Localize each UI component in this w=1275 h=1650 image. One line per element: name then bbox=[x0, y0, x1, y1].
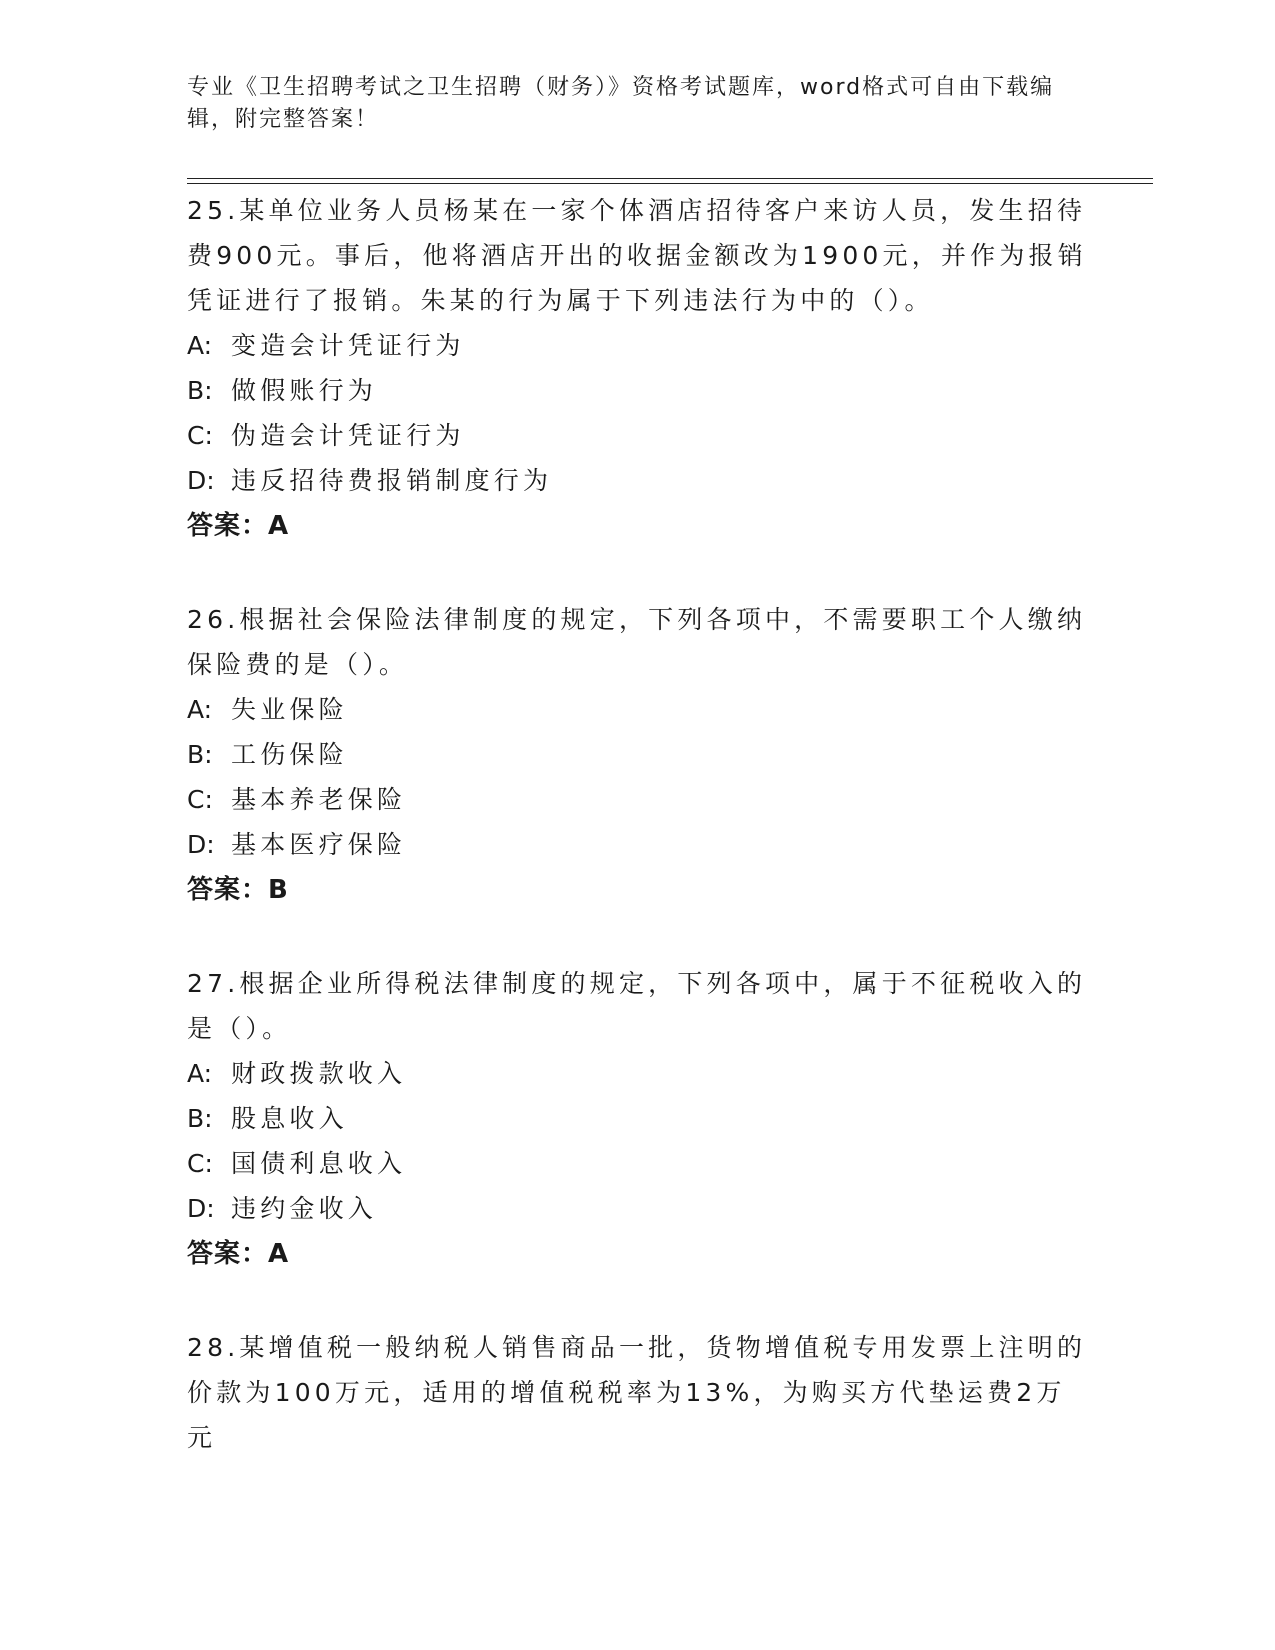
option-letter: D: bbox=[187, 466, 215, 495]
option-letter: D: bbox=[187, 1194, 215, 1223]
option-letter: D: bbox=[187, 830, 215, 859]
header-divider-top bbox=[187, 178, 1153, 179]
option-a bbox=[187, 1051, 1087, 1096]
option-text: 做假账行为 bbox=[231, 376, 378, 405]
option-letter: B: bbox=[187, 1104, 213, 1133]
option-letter: C: bbox=[187, 1149, 213, 1178]
question-list bbox=[187, 188, 1087, 1508]
question-28 bbox=[187, 1325, 1087, 1460]
question-stem: 27.根据企业所得税法律制度的规定，下列各项中，属于不征税收入的是（）。 bbox=[187, 969, 1087, 1043]
answer-line: 答案：B bbox=[187, 875, 289, 905]
option-letter: B: bbox=[187, 740, 213, 769]
option-a bbox=[187, 687, 1087, 732]
option-text: 失业保险 bbox=[231, 695, 348, 724]
option-text: 工伤保险 bbox=[231, 740, 348, 769]
option-text: 财政拨款收入 bbox=[231, 1059, 407, 1088]
option-text: 国债利息收入 bbox=[231, 1149, 407, 1178]
question-stem: 26.根据社会保险法律制度的规定，下列各项中，不需要职工个人缴纳保险费的是（）。 bbox=[187, 605, 1087, 679]
option-b bbox=[187, 732, 1087, 777]
option-c bbox=[187, 413, 1087, 458]
option-letter: C: bbox=[187, 421, 213, 450]
answer-line: 答案：A bbox=[187, 1239, 290, 1269]
option-text: 基本养老保险 bbox=[231, 785, 407, 814]
option-text: 基本医疗保险 bbox=[231, 830, 407, 859]
option-d bbox=[187, 822, 1087, 867]
option-c bbox=[187, 1141, 1087, 1186]
option-text: 伪造会计凭证行为 bbox=[231, 421, 465, 450]
question-stem: 25.某单位业务人员杨某在一家个体酒店招待客户来访人员，发生招待费900元。事后，他将酒店开出的收据金额改为1900元，并作为报销凭证进行了报销。朱某的行为属于下列违法行为中的（）。 bbox=[187, 196, 1087, 315]
option-letter: A: bbox=[187, 1059, 213, 1088]
option-letter: A: bbox=[187, 331, 213, 360]
question-27 bbox=[187, 961, 1087, 1277]
option-d bbox=[187, 1186, 1087, 1231]
option-d bbox=[187, 458, 1087, 503]
option-b bbox=[187, 368, 1087, 413]
option-text: 违反招待费报销制度行为 bbox=[231, 466, 553, 495]
document-header: 专业《卫生招聘考试之卫生招聘（财务）》资格考试题库，word格式可自由下载编辑，附完整答案！ bbox=[187, 75, 1055, 132]
option-text: 股息收入 bbox=[231, 1104, 348, 1133]
question-stem: 28.某增值税一般纳税人销售商品一批，货物增值税专用发票上注明的价款为100万元，适用的增值税税率为13%，为购买方代垫运费2万元 bbox=[187, 1333, 1087, 1452]
option-text: 违约金收入 bbox=[231, 1194, 378, 1223]
option-letter: A: bbox=[187, 695, 213, 724]
option-a bbox=[187, 323, 1087, 368]
option-letter: C: bbox=[187, 785, 213, 814]
question-25 bbox=[187, 188, 1087, 549]
option-text: 变造会计凭证行为 bbox=[231, 331, 465, 360]
answer-line: 答案：A bbox=[187, 511, 290, 541]
option-c bbox=[187, 777, 1087, 822]
option-letter: B: bbox=[187, 376, 213, 405]
header-divider-bottom bbox=[187, 183, 1153, 184]
question-26 bbox=[187, 597, 1087, 913]
option-b bbox=[187, 1096, 1087, 1141]
